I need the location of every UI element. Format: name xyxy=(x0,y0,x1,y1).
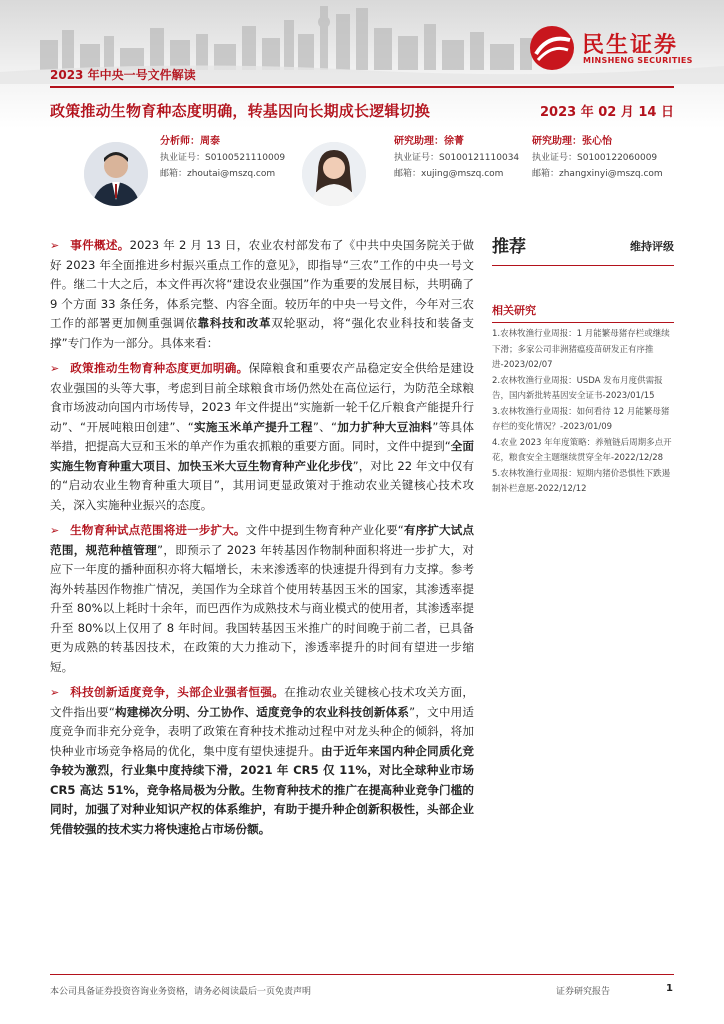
bullet-arrow-icon: ➢ xyxy=(50,362,60,375)
related-rule xyxy=(492,322,674,323)
bullet-arrow-icon: ➢ xyxy=(50,239,60,252)
related-item[interactable]: 2.农林牧渔行业周报：USDA 发布月度供需报告，国内新批转基因安全证书-2023/01/15 xyxy=(492,375,663,401)
paragraph-pilot-expansion: ➢ 生物育种试点范围将进一步扩大。文件中提到生物育种产业化要“有序扩大试点范围，规范种植管理”，即预示了 2023 年转基因作物制种面积将进一步扩大，对应下一年度的播种面积亦将大幅增长，未来渗透率的快速提升得到有力支撑。参考海外转基因作物推广情况，美国作为全球首个使用转基因玉米的国家，其渗透率提升至 80%以上耗时十余年，而巴西作为成熟技术与商业模式的使用者，其渗透率提升至 80%以上仅用了 8 年时间。我国转基因玉米推广的时间晚于前二者，已具备更为成熟的转基因技术，在政策的大力推动下，渗透率提升的时间有望进一步缩短。 xyxy=(50,523,474,674)
report-header xyxy=(0,0,724,128)
footer-rule xyxy=(50,974,674,975)
analyst-cert: 执业证号：S0100122060009 xyxy=(532,153,658,163)
related-research-list xyxy=(492,327,674,498)
bullet-arrow-icon: ➢ xyxy=(50,686,60,699)
analyst-email[interactable]: 邮箱：zhoutai@mszq.com xyxy=(160,169,276,179)
paragraph-competition: ➢ 科技创新适度竞争，头部企业强者恒强。在推动农业关键核心技术攻关方面，文件指出要“构建梯次分明、分工协作、适度竞争的农业科技创新体系”，文中用适度竞争而非充分竞争，表明了政策在育种技术推动过程中对龙头种企的倾斜，将加快种业市场竞争格局的优化，集中度有望快速提升。由于近年来国内种企同质化竞争较为激烈，行业集中度持续下滑，2021 年 CR5 仅 11%，对比全球种业市场 CR5 高达 51%，竞争格局极为分散。生物育种技术的推广在提高种业竞争门槛的同时，加强了对种业知识产权的体系维护，有助于提升种企创新积极性，头部企业凭借较强的技术实力将快速抢占市场份额。 xyxy=(50,685,474,836)
paragraph-event-overview: ➢ 事件概述。2023 年 2 月 13 日，农业农村部发布了《中共中央国务院关于做好 2023 年全面推进乡村振兴重点工作的意见》，即指导“三农”工作的中央一号文件。继二十大之后，本文件再次将“建设农业强国”作为重要的发展目标，共明确了 9 个方面 33 条任务，体系完整、内容全面。较历年的中央一号文件，今年对三农工作的部署更加侧重强调依靠科技和改革双轮驱动，将“强化农业科技和装备支撑”专门作为一部分。具体来看： xyxy=(50,238,474,350)
analyst-info-zhangxinyi xyxy=(532,134,663,182)
sidebar xyxy=(492,232,674,498)
analyst-photo-xujing xyxy=(302,142,366,206)
footer-disclaimer: 本公司具备证券投资咨询业务资格，请务必阅读最后一页免责声明 xyxy=(50,987,312,997)
header-rule xyxy=(50,86,674,88)
sidebar-rule xyxy=(492,265,674,266)
report-date: 2023 年 02 月 14 日 xyxy=(540,105,674,120)
logo-english-name: MINSHENG SECURITIES xyxy=(583,56,693,65)
keyword: 事件概述。 xyxy=(70,238,130,252)
rating-label: 维持评级 xyxy=(630,240,674,253)
keyword: 生物育种试点范围将进一步扩大。 xyxy=(70,523,246,537)
minsheng-logo xyxy=(528,24,698,74)
bullet-arrow-icon: ➢ xyxy=(50,524,60,537)
analyst-name: 研究助理：徐菁 xyxy=(394,136,464,147)
analyst-photo-zhoutai xyxy=(84,142,148,206)
related-item[interactable]: 3.农林牧渔行业周报：如何看待 12 月能繁母猪存栏的变化情况？-2023/01/09 xyxy=(492,406,670,432)
analyst-name: 分析师：周泰 xyxy=(160,136,220,147)
footer-report-type: 证券研究报告 xyxy=(556,987,611,997)
logo-chinese-name: 民生证券 xyxy=(582,33,679,58)
minsheng-logo-mark-icon xyxy=(528,24,576,72)
analyst-cert: 执业证号：S0100521110009 xyxy=(160,153,286,163)
report-series: 2023 年中央一号文件解读 xyxy=(50,68,196,82)
analyst-email[interactable]: 邮箱：xujing@mszq.com xyxy=(394,169,504,179)
analyst-info-zhoutai xyxy=(160,134,285,182)
analyst-email[interactable]: 邮箱：zhangxinyi@mszq.com xyxy=(532,169,663,179)
related-item[interactable]: 5.农林牧渔行业周报：短期内猪价恐惧性下跌遏制补栏意愿-2022/12/12 xyxy=(492,468,671,494)
related-item[interactable]: 4.农业 2023 年年度策略：养殖链后周期多点开花，粮食安全主题继续贯穿全年-2022/12/28 xyxy=(492,437,672,463)
analyst-cert: 执业证号：S0100121110034 xyxy=(394,153,520,163)
page-number: 1 xyxy=(666,983,673,994)
report-body xyxy=(50,236,474,845)
recommendation: 推荐 xyxy=(492,237,526,257)
report-title: 政策推动生物育种态度明确，转基因向长期成长逻辑切换 xyxy=(50,102,431,120)
keyword: 政策推动生物育种态度更加明确。 xyxy=(70,361,249,375)
related-research-heading: 相关研究 xyxy=(492,304,536,317)
keyword: 科技创新适度竞争，头部企业强者恒强。 xyxy=(70,685,285,699)
related-item[interactable]: 1.农林牧渔行业周报：1 月能繁母猪存栏或继续下滑；多家公司非洲猪瘟疫苗研发正有序推进-2023/02/07 xyxy=(492,329,670,370)
paragraph-policy-biobreeding: ➢ 政策推动生物育种态度更加明确。保障粮食和重要农产品稳定安全供给是建设农业强国的头等大事，考虑到目前全球粮食市场仍然处在高位运行，为防范全球粮食市场波动向国内市场传导，2023 年文件提出“实施新一轮千亿斤粮食产能提升行动”、“开展吨粮田创建”、“实施玉米单产提升工程”、“加力扩种大豆油料”等具体举措，把提高大豆和玉米的单产作为重农抓粮的重要方面。同时，文件中提到“全面实施生物育种重大项目、加快玉米大豆生物育种产业化步伐”，对比 22 年文中仅有的“启动农业生物育种重大项目”，其用词更显政策对于推动农业关键核心技术攻关，深入实施种业振兴的态度。 xyxy=(50,361,474,512)
analyst-info-xujing xyxy=(394,134,519,182)
analyst-name: 研究助理：张心怡 xyxy=(532,136,612,147)
